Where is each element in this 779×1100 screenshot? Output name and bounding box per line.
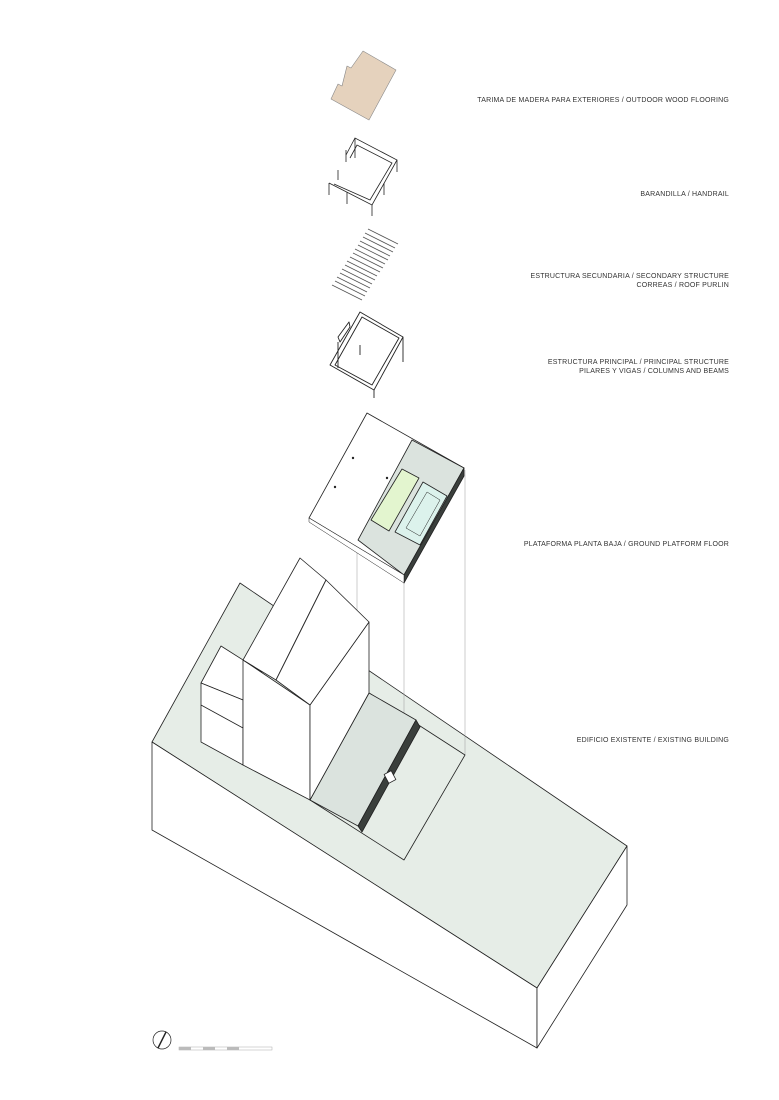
scale-bar [179, 1047, 272, 1050]
ground-platform [309, 413, 464, 583]
label-secondary-structure-line1: ESTRUCTURA SECUNDARIA / SECONDARY STRUCTURE [530, 273, 729, 280]
label-principal-structure [548, 358, 729, 376]
label-handrail [640, 190, 729, 199]
north-arrow [153, 1031, 171, 1049]
label-wood-flooring-text: TARIMA DE MADERA PARA EXTERIORES / OUTDOOR WOOD FLOORING [477, 97, 729, 104]
platform-marker [386, 477, 388, 479]
label-ground-platform [524, 540, 729, 549]
platform-marker [352, 457, 354, 459]
scale-bar-outline [179, 1047, 272, 1050]
scale-bar-segment [227, 1047, 239, 1050]
north-arrow-needle [158, 1032, 166, 1048]
label-ground-platform-text: PLATAFORMA PLANTA BAJA / GROUND PLATFORM FLOOR [523, 541, 729, 548]
wood-deck-panel [331, 51, 396, 120]
label-existing-building [577, 736, 729, 745]
label-principal-structure-line1: ESTRUCTURA PRINCIPAL / PRINCIPAL STRUCTURE [547, 359, 729, 366]
principal-structure [330, 312, 403, 398]
scale-bar-segment [203, 1047, 215, 1050]
label-secondary-structure-line2: CORREAS / ROOF PURLIN [636, 282, 729, 289]
label-wood-flooring [477, 96, 729, 105]
label-secondary-structure [530, 272, 729, 290]
label-handrail-text: BARANDILLA / HANDRAIL [640, 191, 729, 198]
handrail [329, 138, 397, 216]
secondary-structure [332, 229, 398, 300]
platform-marker [334, 486, 336, 488]
beam-frame-inner [335, 317, 399, 385]
wood-flooring [331, 51, 396, 120]
label-principal-structure-line2: PILARES Y VIGAS / COLUMNS AND BEAMS [579, 368, 729, 375]
label-existing-building-text: EDIFICIO EXISTENTE / EXISTING BUILDING [576, 737, 729, 744]
scale-bar-segment [179, 1047, 191, 1050]
